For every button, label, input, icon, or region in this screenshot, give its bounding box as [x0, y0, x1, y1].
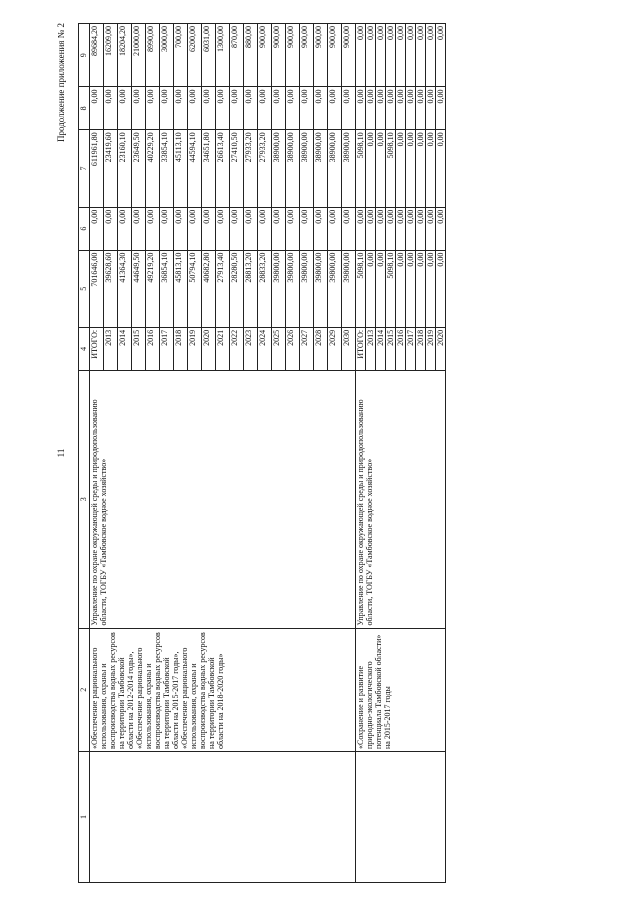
- extrabudget-cell: 1300,00: [216, 23, 230, 86]
- regional-cell: 5098,10: [386, 129, 396, 206]
- regional-cell: 33854,10: [160, 129, 174, 206]
- regional-cell: 38900,00: [328, 129, 342, 206]
- extrabudget-cell: 0,00: [436, 23, 446, 86]
- column-number-row: [79, 23, 90, 882]
- year-cell: 2021: [216, 327, 230, 370]
- column-number: 5: [79, 250, 90, 327]
- total-cell: 39800,00: [314, 250, 328, 327]
- total-cell: 44649,50: [132, 250, 146, 327]
- total-cell: 36854,10: [160, 250, 174, 327]
- local-cell: 0,00: [376, 86, 386, 129]
- year-cell: 2018: [416, 327, 426, 370]
- federal-cell: 0,00: [146, 207, 160, 250]
- federal-cell: 0,00: [328, 207, 342, 250]
- year-cell: 2020: [202, 327, 216, 370]
- regional-cell: 0,00: [376, 129, 386, 206]
- column-number: 8: [79, 86, 90, 129]
- row-index-cell: [356, 751, 446, 882]
- regional-cell: 611961,80: [90, 129, 104, 206]
- total-cell: 39800,00: [328, 250, 342, 327]
- local-cell: 0,00: [104, 86, 118, 129]
- federal-cell: 0,00: [216, 207, 230, 250]
- federal-cell: 0,00: [174, 207, 188, 250]
- total-cell: 45813,10: [174, 250, 188, 327]
- extrabudget-cell: 0,00: [366, 23, 376, 86]
- year-cell: 2027: [300, 327, 314, 370]
- extrabudget-cell: 0,00: [356, 23, 366, 86]
- year-cell: 2023: [244, 327, 258, 370]
- total-cell: 50794,10: [188, 250, 202, 327]
- regional-cell: 0,00: [426, 129, 436, 206]
- table-body: [90, 23, 446, 882]
- year-cell: 2019: [188, 327, 202, 370]
- regional-cell: 23649,50: [132, 129, 146, 206]
- extrabudget-cell: 89684,20: [90, 23, 104, 86]
- extrabudget-cell: 900,00: [272, 23, 286, 86]
- regional-cell: 23419,60: [104, 129, 118, 206]
- regional-cell: 38900,00: [314, 129, 328, 206]
- year-cell: 2020: [436, 327, 446, 370]
- regional-cell: 0,00: [396, 129, 406, 206]
- local-cell: 0,00: [90, 86, 104, 129]
- column-number: 9: [79, 23, 90, 86]
- regional-cell: 38900,00: [342, 129, 356, 206]
- column-number: 2: [79, 628, 90, 751]
- extrabudget-cell: 3000,00: [160, 23, 174, 86]
- federal-cell: 0,00: [396, 207, 406, 250]
- extrabudget-cell: 700,00: [174, 23, 188, 86]
- rotated-document-page: [50, 23, 590, 883]
- table-row: [90, 23, 104, 882]
- local-cell: 0,00: [300, 86, 314, 129]
- local-cell: 0,00: [314, 86, 328, 129]
- local-cell: 0,00: [118, 86, 132, 129]
- federal-cell: 0,00: [366, 207, 376, 250]
- total-cell: 49219,20: [146, 250, 160, 327]
- year-cell: 2017: [406, 327, 416, 370]
- extrabudget-cell: 900,00: [328, 23, 342, 86]
- regional-cell: 40229,20: [146, 129, 160, 206]
- regional-cell: 0,00: [366, 129, 376, 206]
- local-cell: 0,00: [406, 86, 416, 129]
- year-cell: 2022: [230, 327, 244, 370]
- total-cell: 28833,20: [258, 250, 272, 327]
- year-cell: 2015: [132, 327, 146, 370]
- year-cell: 2018: [174, 327, 188, 370]
- local-cell: 0,00: [286, 86, 300, 129]
- page-number: 11: [56, 448, 66, 457]
- extrabudget-cell: 900,00: [300, 23, 314, 86]
- federal-cell: 0,00: [104, 207, 118, 250]
- total-cell: 0,00: [376, 250, 386, 327]
- federal-cell: 0,00: [416, 207, 426, 250]
- federal-cell: 0,00: [118, 207, 132, 250]
- federal-cell: 0,00: [90, 207, 104, 250]
- regional-cell: 27933,20: [258, 129, 272, 206]
- program-name-cell: «Сохранение и развитие природно-экологического потенциала Тамбовской области» на 2015-2017 годы: [356, 628, 446, 751]
- local-cell: 0,00: [132, 86, 146, 129]
- federal-cell: 0,00: [132, 207, 146, 250]
- total-cell: 28813,20: [244, 250, 258, 327]
- local-cell: 0,00: [342, 86, 356, 129]
- local-cell: 0,00: [202, 86, 216, 129]
- year-cell: 2025: [272, 327, 286, 370]
- total-cell: 39800,00: [300, 250, 314, 327]
- federal-cell: 0,00: [426, 207, 436, 250]
- federal-cell: 0,00: [258, 207, 272, 250]
- total-cell: 39800,00: [342, 250, 356, 327]
- total-cell: 40682,80: [202, 250, 216, 327]
- year-cell: 2014: [118, 327, 132, 370]
- federal-cell: 0,00: [386, 207, 396, 250]
- local-cell: 0,00: [366, 86, 376, 129]
- local-cell: 0,00: [386, 86, 396, 129]
- regional-cell: 5098,10: [356, 129, 366, 206]
- extrabudget-cell: 880,00: [244, 23, 258, 86]
- year-cell: ИТОГО:: [356, 327, 366, 370]
- year-cell: 2015: [386, 327, 396, 370]
- total-cell: 0,00: [366, 250, 376, 327]
- extrabudget-cell: 21000,00: [132, 23, 146, 86]
- total-cell: 0,00: [426, 250, 436, 327]
- federal-cell: 0,00: [244, 207, 258, 250]
- local-cell: 0,00: [216, 86, 230, 129]
- extrabudget-cell: 6031,00: [202, 23, 216, 86]
- local-cell: 0,00: [244, 86, 258, 129]
- program-name-cell: «Обеспечение рационального использования, охраны и воспроизводства водных ресурсов на территории Тамбовской области на 2012-2014 годы», «Обеспечение рационального использования, охраны и воспроизводства водных ресурсов на территории Тамбовской области на 2015-2017 годы», «Обеспечение рационального использования, охраны и воспроизводства водных ресурсов на территории Тамбовской области на 2018-2020 годы»: [90, 628, 356, 751]
- year-cell: 2024: [258, 327, 272, 370]
- total-cell: 0,00: [396, 250, 406, 327]
- regional-cell: 38900,00: [286, 129, 300, 206]
- column-number: 3: [79, 370, 90, 628]
- local-cell: 0,00: [426, 86, 436, 129]
- column-number: 6: [79, 207, 90, 250]
- federal-cell: 0,00: [160, 207, 174, 250]
- year-cell: 2013: [104, 327, 118, 370]
- extrabudget-cell: 0,00: [406, 23, 416, 86]
- regional-cell: 44594,10: [188, 129, 202, 206]
- year-cell: 2016: [146, 327, 160, 370]
- regional-cell: 0,00: [436, 129, 446, 206]
- federal-cell: 0,00: [300, 207, 314, 250]
- executor-cell: Управление по охране окружающей среды и природопользованию области, ТОГБУ «Тамбовское водное хозяйство»: [90, 370, 356, 628]
- regional-cell: 0,00: [416, 129, 426, 206]
- column-number: 4: [79, 327, 90, 370]
- local-cell: 0,00: [188, 86, 202, 129]
- regional-cell: 27933,20: [244, 129, 258, 206]
- local-cell: 0,00: [416, 86, 426, 129]
- total-cell: 27913,40: [216, 250, 230, 327]
- total-cell: 5098,10: [386, 250, 396, 327]
- local-cell: 0,00: [146, 86, 160, 129]
- appendix-note: Продолжение приложения № 2: [56, 22, 66, 142]
- extrabudget-cell: 900,00: [286, 23, 300, 86]
- federal-cell: 0,00: [436, 207, 446, 250]
- local-cell: 0,00: [160, 86, 174, 129]
- row-index-cell: [90, 751, 356, 882]
- year-cell: 2017: [160, 327, 174, 370]
- local-cell: 0,00: [328, 86, 342, 129]
- total-cell: 39628,60: [104, 250, 118, 327]
- extrabudget-cell: 0,00: [376, 23, 386, 86]
- total-cell: 0,00: [416, 250, 426, 327]
- year-cell: 2026: [286, 327, 300, 370]
- regional-cell: 45113,10: [174, 129, 188, 206]
- year-cell: 2019: [426, 327, 436, 370]
- regional-cell: 38900,00: [272, 129, 286, 206]
- year-cell: ИТОГО:: [90, 327, 104, 370]
- extrabudget-cell: 0,00: [386, 23, 396, 86]
- federal-cell: 0,00: [230, 207, 244, 250]
- regional-cell: 38900,00: [300, 129, 314, 206]
- column-number: 1: [79, 751, 90, 882]
- regional-cell: 27410,50: [230, 129, 244, 206]
- federal-cell: 0,00: [314, 207, 328, 250]
- local-cell: 0,00: [258, 86, 272, 129]
- year-cell: 2030: [342, 327, 356, 370]
- local-cell: 0,00: [436, 86, 446, 129]
- federal-cell: 0,00: [272, 207, 286, 250]
- extrabudget-cell: 0,00: [416, 23, 426, 86]
- federal-cell: 0,00: [202, 207, 216, 250]
- extrabudget-cell: 0,00: [396, 23, 406, 86]
- federal-cell: 0,00: [376, 207, 386, 250]
- regional-cell: 23160,10: [118, 129, 132, 206]
- federal-cell: 0,00: [342, 207, 356, 250]
- total-cell: 39800,00: [272, 250, 286, 327]
- regional-cell: 26613,40: [216, 129, 230, 206]
- total-cell: 701646,00: [90, 250, 104, 327]
- extrabudget-cell: 16209,00: [104, 23, 118, 86]
- federal-cell: 0,00: [406, 207, 416, 250]
- extrabudget-cell: 8990,00: [146, 23, 160, 86]
- extrabudget-cell: 900,00: [342, 23, 356, 86]
- extrabudget-cell: 6200,00: [188, 23, 202, 86]
- year-cell: 2014: [376, 327, 386, 370]
- column-number: 7: [79, 129, 90, 206]
- funding-table: [78, 23, 446, 883]
- local-cell: 0,00: [230, 86, 244, 129]
- total-cell: 39800,00: [286, 250, 300, 327]
- federal-cell: 0,00: [188, 207, 202, 250]
- local-cell: 0,00: [356, 86, 366, 129]
- local-cell: 0,00: [174, 86, 188, 129]
- table-row: [356, 23, 366, 882]
- year-cell: 2029: [328, 327, 342, 370]
- regional-cell: 0,00: [406, 129, 416, 206]
- regional-cell: 34651,80: [202, 129, 216, 206]
- local-cell: 0,00: [396, 86, 406, 129]
- executor-cell: Управление по охране окружающей среды и природопользованию области, ТОГБУ «Тамбовское водное хозяйство»: [356, 370, 446, 628]
- year-cell: 2028: [314, 327, 328, 370]
- total-cell: 0,00: [436, 250, 446, 327]
- total-cell: 5098,10: [356, 250, 366, 327]
- extrabudget-cell: 900,00: [258, 23, 272, 86]
- federal-cell: 0,00: [356, 207, 366, 250]
- total-cell: 0,00: [406, 250, 416, 327]
- extrabudget-cell: 18204,20: [118, 23, 132, 86]
- extrabudget-cell: 900,00: [314, 23, 328, 86]
- extrabudget-cell: 0,00: [426, 23, 436, 86]
- federal-cell: 0,00: [286, 207, 300, 250]
- total-cell: 41364,30: [118, 250, 132, 327]
- year-cell: 2013: [366, 327, 376, 370]
- total-cell: 28280,50: [230, 250, 244, 327]
- local-cell: 0,00: [272, 86, 286, 129]
- year-cell: 2016: [396, 327, 406, 370]
- extrabudget-cell: 870,00: [230, 23, 244, 86]
